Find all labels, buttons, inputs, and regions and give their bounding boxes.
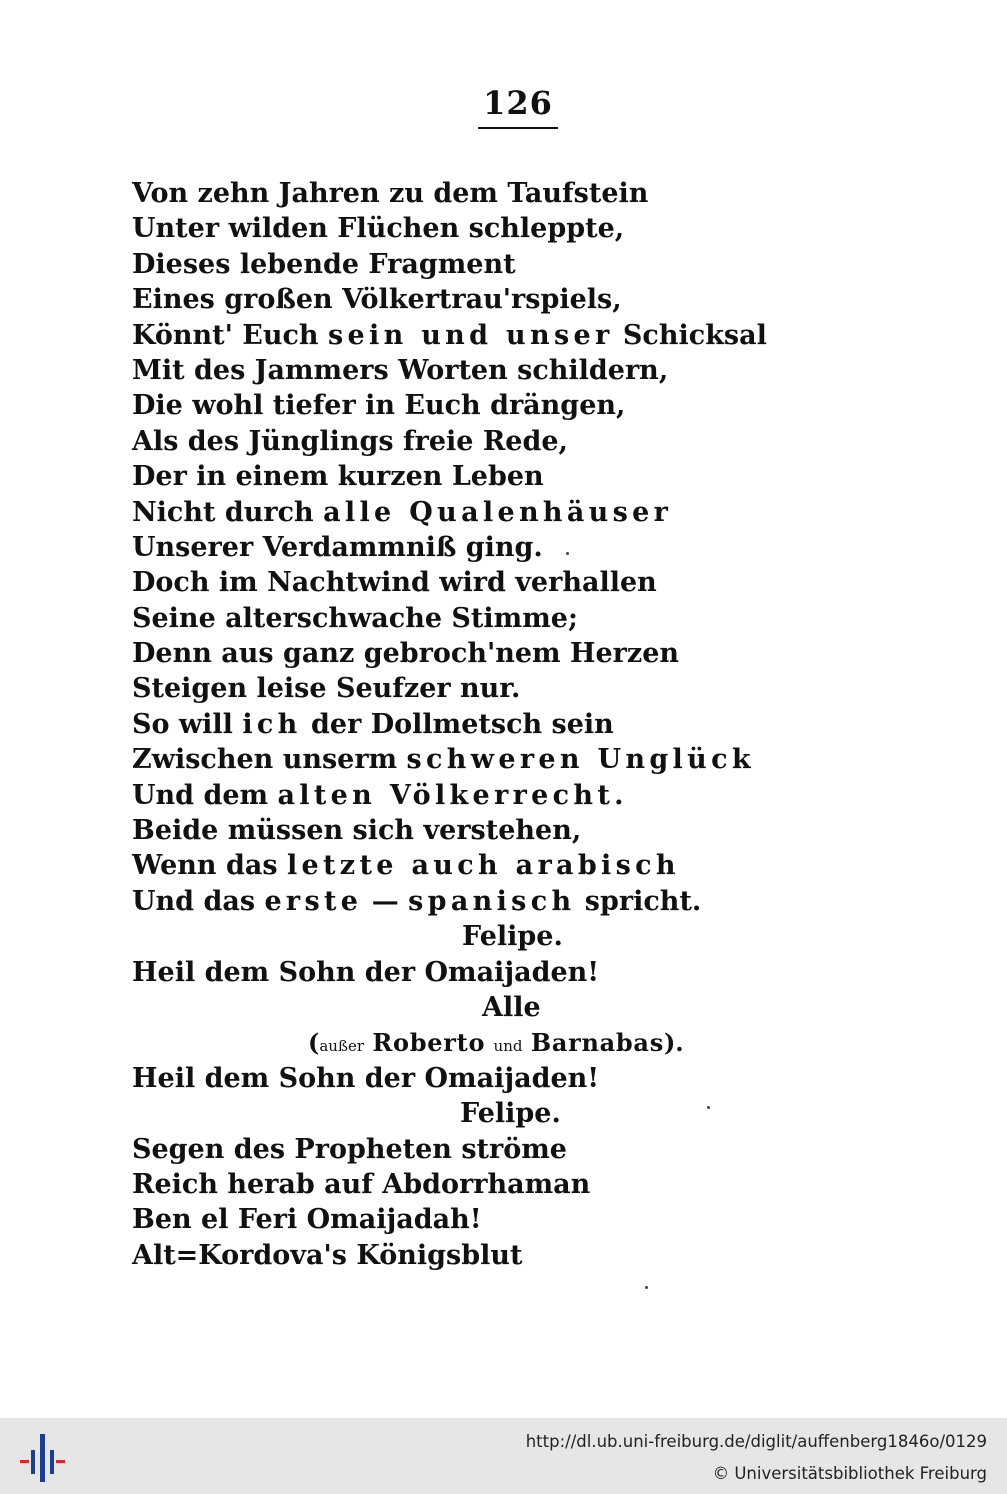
verse-text-run: Könnt' Euch	[132, 319, 328, 351]
paper-speck	[566, 552, 569, 555]
verse-line: Der in einem kurzen Leben	[132, 461, 544, 493]
paper-speck	[707, 1106, 710, 1109]
paper-speck	[645, 1286, 648, 1289]
verse-text-run: Zwischen unserm	[132, 744, 407, 776]
verse-line	[132, 742, 755, 777]
verse-line	[132, 707, 752, 742]
page-number: 126	[483, 84, 553, 122]
verse-text-run: der Dollmetsch sein	[301, 708, 614, 740]
spaced-emphasis: schweren Unglück	[406, 744, 755, 776]
verse-text-run: Und das	[132, 885, 265, 917]
speaker-heading: Felipe.	[460, 1098, 561, 1130]
verse-line: Heil dem Sohn der Omaijaden!	[132, 956, 600, 988]
spaced-emphasis: sein und unser	[327, 319, 614, 351]
ub-freiburg-logo-icon	[14, 1434, 70, 1482]
stage-direction-paren: ).	[663, 1028, 684, 1058]
verse-text-run: Schicksal	[613, 319, 767, 351]
page-number-rule	[478, 127, 558, 129]
verse-line: Reich herab auf Abdorrhaman	[132, 1168, 591, 1200]
verse-line: Von zehn Jahren zu dem Taufstein	[132, 178, 649, 209]
verse-line: Dieses lebende Fragment	[132, 248, 516, 280]
character-name: Roberto	[372, 1028, 486, 1058]
spaced-emphasis: spanisch	[408, 885, 576, 917]
verse-line: Doch im Nachtwind wird verhallen	[132, 567, 657, 599]
verse-text-run: spricht.	[575, 885, 702, 917]
verse-line: Unserer Verdammniß ging.	[132, 531, 543, 563]
verse-line: Unter wilden Flüchen schleppte,	[132, 213, 625, 245]
verse-line: Die wohl tiefer in Euch drängen,	[132, 390, 626, 422]
spaced-emphasis: erste	[264, 885, 363, 917]
verse-line: Seine alterschwache Stimme;	[132, 602, 578, 634]
verse-line: Steigen leise Seufzer nur.	[132, 673, 521, 705]
source-url-link[interactable]: http://dl.ub.uni-freiburg.de/diglit/auffenberg1846o/0129	[525, 1432, 987, 1451]
verse-text	[132, 176, 767, 1273]
character-name: Barnabas	[530, 1028, 664, 1058]
copyright-notice: © Universitätsbibliothek Freiburg	[712, 1464, 987, 1483]
stage-direction	[132, 1025, 752, 1060]
verse-line: Eines großen Völkertrau'rspiels,	[132, 284, 622, 316]
verse-line: Denn aus ganz gebroch'nem Herzen	[132, 638, 680, 670]
speaker-heading: Felipe.	[462, 921, 563, 953]
verse-text-run: Und dem	[132, 779, 278, 811]
verse-line: Als des Jünglings freie Rede,	[132, 425, 568, 457]
verse-line: Ben el Feri Omaijadah!	[132, 1204, 482, 1236]
footer-bar	[0, 1418, 1007, 1494]
stage-direction-paren: (	[308, 1028, 320, 1058]
verse-line	[132, 848, 752, 883]
verse-line: Mit des Jammers Worten schildern,	[132, 354, 669, 386]
spaced-emphasis: letzte auch arabisch	[286, 850, 680, 882]
verse-line	[132, 884, 752, 919]
verse-line: Beide müssen sich verstehen,	[132, 815, 582, 847]
verse-line	[132, 495, 752, 530]
verse-text-run: Wenn das	[132, 850, 287, 882]
verse-line: Segen des Propheten ströme	[132, 1133, 567, 1165]
verse-text-run: Nicht durch	[132, 496, 324, 528]
stage-direction-word: und	[493, 1037, 523, 1056]
stage-direction-word: außer	[319, 1037, 365, 1056]
spaced-emphasis: alle Qualenhäuser	[323, 496, 673, 528]
verse-line	[132, 778, 752, 813]
verse-text-run: —	[362, 885, 409, 917]
verse-text-run: So will	[132, 708, 243, 740]
verse-line	[132, 318, 767, 353]
spaced-emphasis: alten Völkerrecht.	[277, 779, 628, 811]
speaker-heading: Alle	[482, 991, 541, 1023]
verse-line: Heil dem Sohn der Omaijaden!	[132, 1062, 600, 1094]
spaced-emphasis: ich	[242, 708, 302, 740]
verse-line: Alt=Kordova's Königsblut	[132, 1239, 523, 1271]
